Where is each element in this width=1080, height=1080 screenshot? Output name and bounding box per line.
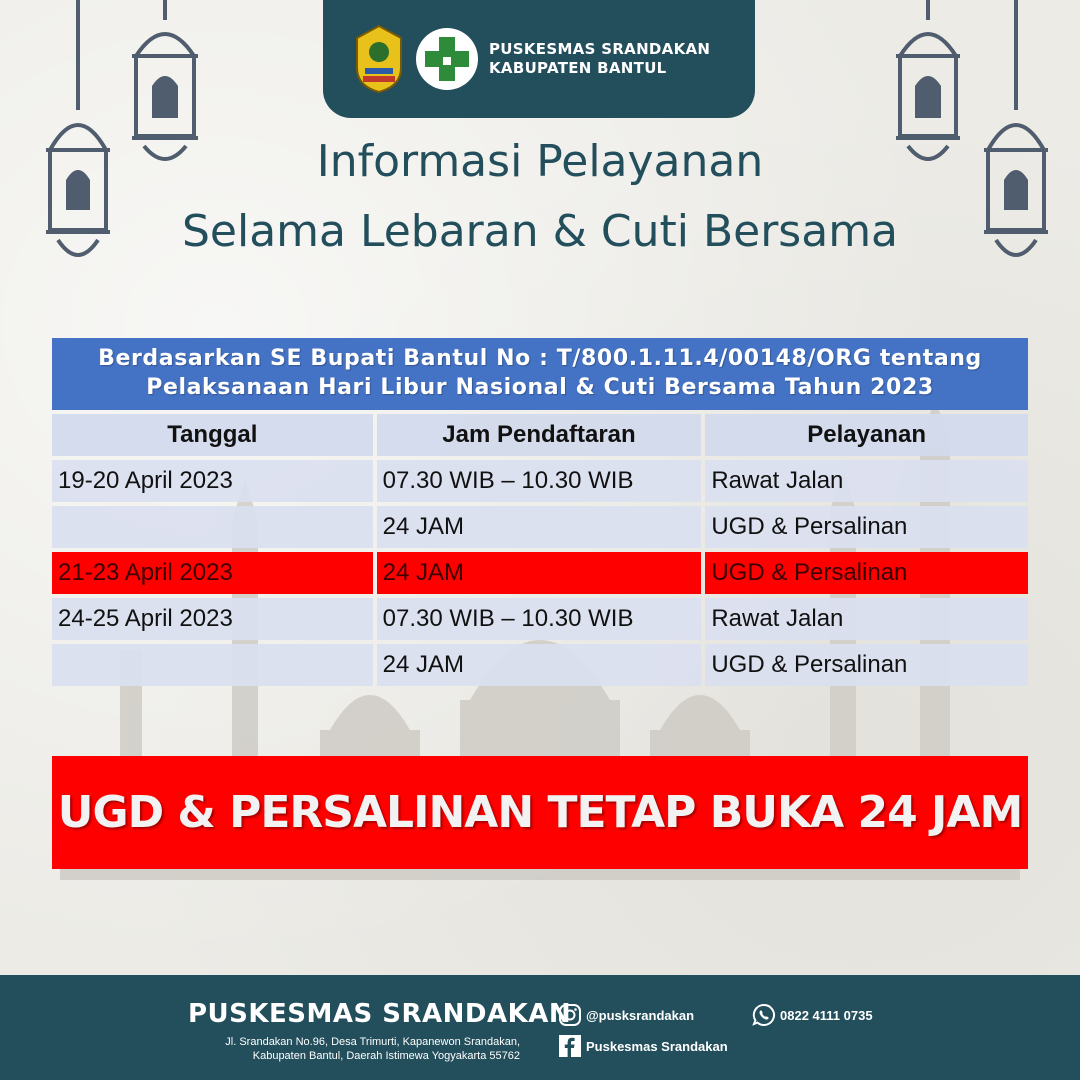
cell-tanggal: 19-20 April 2023	[52, 460, 373, 502]
facebook-page: Puskesmas Srandakan	[586, 1038, 728, 1054]
table-row	[52, 644, 1028, 686]
bantul-emblem-icon	[353, 24, 405, 94]
footer-org-name: PUSKESMAS SRANDAKAN	[188, 999, 572, 1029]
column-header-jam: Jam Pendaftaran	[377, 414, 702, 456]
org-name	[489, 40, 710, 78]
cell-pelayanan: Rawat Jalan	[705, 598, 1028, 640]
footer	[0, 975, 1080, 1080]
cell-jam: 07.30 WIB – 10.30 WIB	[377, 460, 702, 502]
table-row-highlighted	[52, 552, 1028, 594]
schedule-table	[52, 338, 1028, 690]
table-heading-line1: Berdasarkan SE Bupati Bantul No : T/800.1.11.4/00148/ORG tentang	[98, 346, 982, 371]
cell-jam: 07.30 WIB – 10.30 WIB	[377, 598, 702, 640]
facebook-icon	[558, 1034, 582, 1058]
cell-pelayanan: UGD & Persalinan	[705, 552, 1028, 594]
table-heading	[52, 338, 1028, 410]
page-title-line2: Selama Lebaran & Cuti Bersama	[181, 206, 899, 257]
cell-tanggal	[52, 506, 373, 548]
whatsapp-icon	[752, 1003, 776, 1027]
table-header-row	[52, 414, 1028, 456]
org-name-line2: KABUPATEN BANTUL	[489, 59, 667, 77]
column-header-tanggal: Tanggal	[52, 414, 373, 456]
whatsapp-number: 0822 4111 0735	[780, 1007, 873, 1023]
cell-jam: 24 JAM	[377, 552, 702, 594]
schedule-grid	[48, 410, 1032, 690]
table-row	[52, 506, 1028, 548]
table-row	[52, 598, 1028, 640]
cell-pelayanan: UGD & Persalinan	[705, 644, 1028, 686]
org-name-line1: PUSKESMAS SRANDAKAN	[489, 40, 711, 58]
cell-pelayanan: UGD & Persalinan	[705, 506, 1028, 548]
header-badge	[323, 0, 755, 118]
table-row	[52, 460, 1028, 502]
column-header-pelayanan: Pelayanan	[705, 414, 1028, 456]
cell-tanggal	[52, 644, 373, 686]
cell-jam: 24 JAM	[377, 506, 702, 548]
footer-address	[188, 1035, 520, 1063]
cell-tanggal: 24-25 April 2023	[52, 598, 373, 640]
cell-pelayanan: Rawat Jalan	[705, 460, 1028, 502]
table-heading-line2: Pelaksanaan Hari Libur Nasional & Cuti Bersama Tahun 2023	[146, 375, 934, 400]
footer-whatsapp[interactable]	[752, 1003, 873, 1027]
puskesmas-logo-icon	[415, 27, 479, 91]
cell-tanggal: 21-23 April 2023	[52, 552, 373, 594]
footer-instagram[interactable]	[558, 1003, 694, 1027]
page-title-line1: Informasi Pelayanan	[316, 136, 764, 187]
footer-address-line2: Kabupaten Bantul, Daerah Istimewa Yogyakarta 55762	[252, 1050, 520, 1062]
footer-facebook[interactable]	[558, 1034, 728, 1058]
instagram-icon	[558, 1003, 582, 1027]
cell-jam: 24 JAM	[377, 644, 702, 686]
footer-address-line1: Jl. Srandakan No.96, Desa Trimurti, Kapanewon Srandakan,	[225, 1036, 520, 1048]
instagram-handle: @pusksrandakan	[586, 1007, 695, 1023]
open-24h-banner: UGD & PERSALINAN TETAP BUKA 24 JAM	[52, 756, 1028, 869]
